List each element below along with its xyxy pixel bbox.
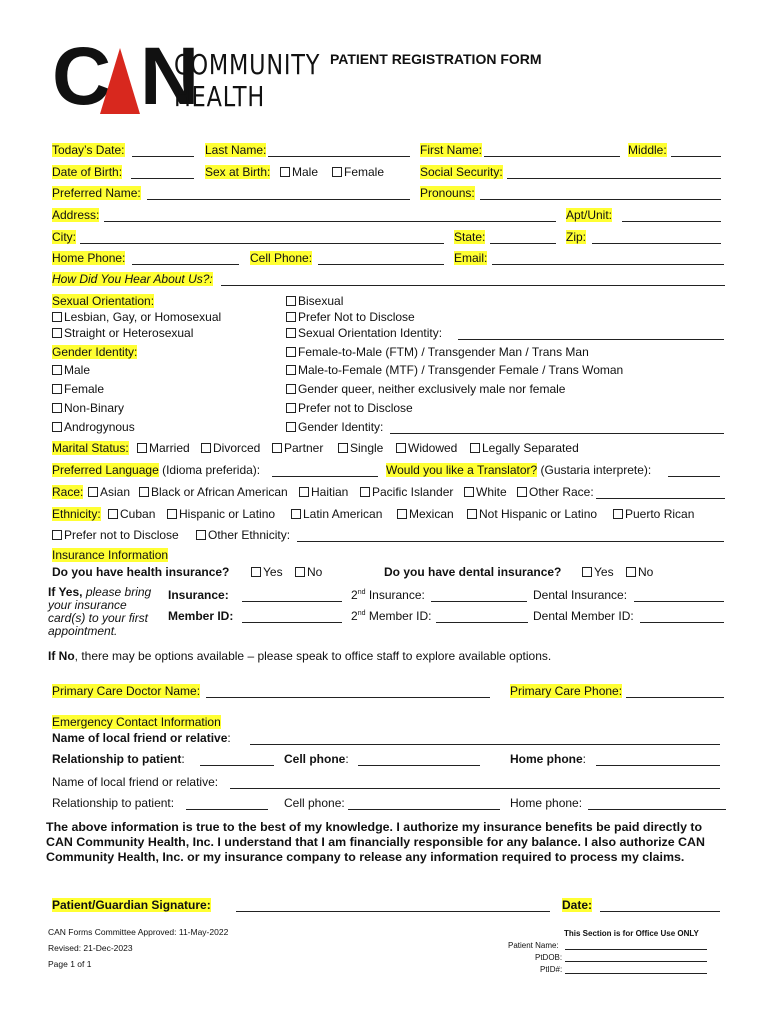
last-name-label: Last Name: xyxy=(205,143,267,157)
emergency-name1-field[interactable] xyxy=(250,744,720,745)
footer-approved: CAN Forms Committee Approved: 11-May-2022 xyxy=(48,927,229,937)
emergency-cell1-label: Cell phone: xyxy=(284,752,349,766)
option-label: Other Ethnicity: xyxy=(208,528,291,542)
emergency-name2-field[interactable] xyxy=(230,788,720,789)
city-label: City: xyxy=(52,230,76,244)
female-label: Female xyxy=(344,165,385,179)
ordinal-number: 2 xyxy=(351,609,358,623)
option-label: Prefer not to Disclose xyxy=(64,528,179,542)
emergency-rel1-field[interactable] xyxy=(200,765,274,766)
how-hear-label: How Did You Hear About Us?: xyxy=(52,272,213,286)
gender-male-checkbox[interactable] xyxy=(52,363,90,377)
dob-field[interactable] xyxy=(131,178,194,179)
ordinal-number: 2 xyxy=(351,588,358,602)
orientation-identity-checkbox[interactable] xyxy=(286,326,442,340)
gender-female-checkbox[interactable] xyxy=(52,382,104,396)
todays-date-field[interactable] xyxy=(132,156,194,157)
marital-widowed-checkbox[interactable] xyxy=(396,441,457,455)
option-label: Mexican xyxy=(409,507,454,521)
emergency-rel1-label: Relationship to patient: xyxy=(52,752,185,766)
orientation-lgh-checkbox[interactable] xyxy=(52,310,221,324)
gender-identity-field[interactable] xyxy=(390,433,724,434)
emergency-cell1-field[interactable] xyxy=(358,765,480,766)
middle-field[interactable] xyxy=(671,156,721,157)
option-label: Puerto Rican xyxy=(625,507,695,521)
option-label: Pacific Islander xyxy=(372,485,454,499)
language-label-text: Preferred Language xyxy=(52,463,159,477)
option-label: Legally Separated xyxy=(482,441,579,455)
health-insurance-question: Do you have health insurance? xyxy=(52,565,230,579)
logo-n: N xyxy=(140,31,200,122)
dob-label: Date of Birth: xyxy=(52,165,123,179)
emergency-name1-label: Name of local friend or relative: xyxy=(52,731,231,745)
sex-at-birth-label: Sex at Birth: xyxy=(205,165,271,179)
gender-prefer-not-checkbox[interactable] xyxy=(286,401,413,415)
home-phone-label: Home Phone: xyxy=(52,251,126,265)
pcp-name-field[interactable] xyxy=(206,697,490,698)
logo-health: HEALTH xyxy=(174,80,266,113)
ethnicity-other-field[interactable] xyxy=(297,541,724,542)
option-label: Gender Identity: xyxy=(298,420,384,434)
language-label-es: (Idioma preferida): xyxy=(162,463,261,477)
office-patient-name-field[interactable] xyxy=(565,949,707,950)
member-id-field[interactable] xyxy=(242,622,342,623)
pcp-phone-field[interactable] xyxy=(626,697,724,698)
option-label: Hispanic or Latino xyxy=(179,507,276,521)
todays-date-label: Today’s Date: xyxy=(52,143,125,157)
signature-field[interactable] xyxy=(236,911,550,912)
address-field[interactable] xyxy=(104,221,556,222)
gender-mtf-checkbox[interactable] xyxy=(286,363,623,377)
if-no-label: If No xyxy=(48,649,75,663)
translator-label-text: Would you like a Translator? xyxy=(386,463,538,477)
dental-insurance-field[interactable] xyxy=(634,601,724,602)
how-hear-field[interactable] xyxy=(221,285,725,286)
if-yes-label: If Yes, xyxy=(48,585,83,599)
apt-label: Apt/Unit: xyxy=(566,208,613,222)
footer-page: Page 1 of 1 xyxy=(48,959,92,969)
ethnicity-mexican-checkbox[interactable] xyxy=(397,507,454,521)
option-label: Sexual Orientation Identity: xyxy=(298,326,443,340)
dental-insurance-label: Dental Insurance: xyxy=(533,588,628,602)
last-name-field[interactable] xyxy=(268,156,410,157)
apt-field[interactable] xyxy=(622,221,721,222)
pcp-phone-label: Primary Care Phone: xyxy=(510,684,623,698)
race-asian-checkbox[interactable] xyxy=(88,485,130,499)
option-label: Male-to-Female (MTF) / Transgender Female / Trans Woman xyxy=(298,363,624,377)
emergency-home1-label: Home phone: xyxy=(510,752,587,766)
preferred-name-label: Preferred Name: xyxy=(52,186,141,200)
consent-statement: The above information is true to the best of my knowledge. I authorize my insurance benefits be paid directly to CAN Community Health, Inc. I understand that I am financially responsible for any balance. I also authorize CAN Community Health, Inc. or my insurance company to release any information required to process my claims. xyxy=(46,820,705,864)
second-insurance-text: Insurance: xyxy=(368,588,425,602)
translator-label-es: (Gustaria interprete): xyxy=(540,463,652,477)
ethnicity-not-hispanic-checkbox[interactable] xyxy=(467,507,597,521)
race-white-checkbox[interactable] xyxy=(464,485,507,499)
zip-field[interactable] xyxy=(592,243,721,244)
logo-community: COMMUNITY xyxy=(174,48,321,81)
emergency-home2-label: Home phone: xyxy=(510,796,583,810)
office-ptid-field[interactable] xyxy=(565,973,707,974)
dental-member-id-field[interactable] xyxy=(640,622,724,623)
insurance-label: Insurance: xyxy=(168,588,229,602)
emergency-rel2-field[interactable] xyxy=(186,809,268,810)
logo-c: C xyxy=(52,31,108,122)
option-label: Not Hispanic or Latino xyxy=(479,507,598,521)
office-ptdob-field[interactable] xyxy=(565,961,707,962)
race-other-checkbox[interactable] xyxy=(517,485,594,499)
ethnicity-prefer-not-checkbox[interactable] xyxy=(52,528,179,542)
emergency-home1-text: Home phone xyxy=(510,752,583,766)
language-label xyxy=(52,463,260,477)
option-label: White xyxy=(476,485,507,499)
option-label: Androgynous xyxy=(64,420,135,434)
logo-triangle-icon xyxy=(100,48,140,114)
gender-androgynous-checkbox[interactable] xyxy=(52,420,135,434)
ethnicity-other-checkbox[interactable] xyxy=(196,528,290,542)
race-black-checkbox[interactable] xyxy=(139,485,288,499)
option-label: Other Race: xyxy=(529,485,594,499)
orientation-bisexual-checkbox[interactable] xyxy=(286,294,343,308)
address-label: Address: xyxy=(52,208,100,222)
dental-yes-checkbox[interactable] xyxy=(582,565,614,579)
option-label: Widowed xyxy=(408,441,458,455)
race-haitian-checkbox[interactable] xyxy=(299,485,348,499)
emergency-home1-field[interactable] xyxy=(596,765,720,766)
ordinal-suffix: nd xyxy=(357,589,366,596)
if-no-text: , there may be options available – please speak to office staff to explore available options. xyxy=(74,649,552,663)
option-label: Bisexual xyxy=(298,294,344,308)
option-label: Prefer not to Disclose xyxy=(298,401,413,415)
zip-label: Zip: xyxy=(566,230,587,244)
option-label: Haitian xyxy=(311,485,349,499)
marital-single-checkbox[interactable] xyxy=(338,441,383,455)
orientation-straight-checkbox[interactable] xyxy=(52,326,193,340)
office-patient-name xyxy=(508,941,559,950)
signature-label: Patient/Guardian Signature: xyxy=(52,898,211,912)
pcp-name-label: Primary Care Doctor Name: xyxy=(52,684,201,698)
logo xyxy=(52,31,321,122)
cell-phone-field[interactable] xyxy=(318,264,444,265)
signature-date-field[interactable] xyxy=(600,911,720,912)
emergency-name2-label: Name of local friend or relative: xyxy=(52,775,219,789)
option-label: Prefer Not to Disclose xyxy=(298,310,415,324)
emergency-cell1-text: Cell phone xyxy=(284,752,346,766)
email-field[interactable] xyxy=(492,264,724,265)
option-label: No xyxy=(638,565,654,579)
race-pacific-checkbox[interactable] xyxy=(360,485,453,499)
office-use-title: This Section is for Office Use ONLY xyxy=(564,929,699,938)
health-no-checkbox[interactable] xyxy=(295,565,322,579)
emergency-rel2-label: Relationship to patient: xyxy=(52,796,175,810)
orientation-identity-field[interactable] xyxy=(458,339,724,340)
race-other-field[interactable] xyxy=(596,498,725,499)
marital-married-checkbox[interactable] xyxy=(137,441,190,455)
office-ptdob xyxy=(535,953,562,962)
home-phone-field[interactable] xyxy=(132,264,239,265)
race-label: Race: xyxy=(52,485,84,499)
gender-identity-checkbox[interactable] xyxy=(286,420,383,434)
option-label: Yes xyxy=(263,565,283,579)
option-label: No xyxy=(307,565,323,579)
male-checkbox[interactable] xyxy=(280,165,318,179)
second-member-id-field[interactable] xyxy=(436,622,528,623)
option-label: Non-Binary xyxy=(64,401,125,415)
insurance-field[interactable] xyxy=(242,601,342,602)
office-ptid xyxy=(540,965,562,974)
first-name-label: First Name: xyxy=(420,143,483,157)
second-insurance-field[interactable] xyxy=(431,601,527,602)
option-label: Divorced xyxy=(213,441,261,455)
female-checkbox[interactable] xyxy=(332,165,384,179)
first-name-field[interactable] xyxy=(484,156,620,157)
email-label: Email: xyxy=(454,251,488,265)
marital-label: Marital Status: xyxy=(52,441,129,455)
dental-member-id-label: Dental Member ID: xyxy=(533,609,634,623)
option-label: Partner xyxy=(284,441,324,455)
second-insurance-label xyxy=(351,588,425,602)
ethnicity-hispanic-checkbox[interactable] xyxy=(167,507,275,521)
option-label: Gender queer, neither exclusively male nor female xyxy=(298,382,566,396)
emergency-name1-text: Name of local friend or relative xyxy=(52,731,228,745)
option-label: Latin American xyxy=(303,507,383,521)
option-label: Married xyxy=(149,441,190,455)
health-yes-checkbox[interactable] xyxy=(251,565,283,579)
ordinal-suffix: nd xyxy=(357,610,366,617)
ethnicity-label: Ethnicity: xyxy=(52,507,101,521)
ssn-label: Social Security: xyxy=(420,165,503,179)
orientation-label: Sexual Orientation: xyxy=(52,294,155,308)
gender-label: Gender Identity: xyxy=(52,345,138,359)
gender-queer-checkbox[interactable] xyxy=(286,382,565,396)
city-field[interactable] xyxy=(80,243,444,244)
emergency-heading: Emergency Contact Information xyxy=(52,715,221,729)
signature-date-label: Date: xyxy=(562,898,593,912)
marital-divorced-checkbox[interactable] xyxy=(201,441,260,455)
language-field[interactable] xyxy=(272,476,378,477)
footer-revised: Revised: 21-Dec-2023 xyxy=(48,943,133,953)
male-label: Male xyxy=(292,165,319,179)
office-ptid-label: PtID#: xyxy=(540,965,563,974)
office-patient-name-label: Patient Name: xyxy=(508,941,559,950)
option-label: Lesbian, Gay, or Homosexual xyxy=(64,310,222,324)
option-label: Female-to-Male (FTM) / Transgender Man / Trans Man xyxy=(298,345,589,359)
emergency-cell2-label: Cell phone: xyxy=(284,796,345,810)
pronouns-field[interactable] xyxy=(480,199,721,200)
middle-label: Middle: xyxy=(628,143,667,157)
if-no-note xyxy=(48,649,551,663)
option-label: Female xyxy=(64,382,105,396)
translator-field[interactable] xyxy=(668,476,720,477)
office-ptdob-label: PtDOB: xyxy=(535,953,563,962)
marital-partner-checkbox[interactable] xyxy=(272,441,323,455)
ethnicity-latin-checkbox[interactable] xyxy=(291,507,382,521)
state-field[interactable] xyxy=(490,243,556,244)
ethnicity-puerto-rican-checkbox[interactable] xyxy=(613,507,694,521)
ssn-field[interactable] xyxy=(507,178,721,179)
preferred-name-field[interactable] xyxy=(147,199,410,200)
translator-label xyxy=(386,463,651,477)
pronouns-label: Pronouns: xyxy=(420,186,475,200)
option-label: Asian xyxy=(100,485,131,499)
form-title: PATIENT REGISTRATION FORM xyxy=(330,51,542,67)
if-yes-text: please bring your insurance card(s) to your first appointment. xyxy=(48,585,152,638)
ethnicity-cuban-checkbox[interactable] xyxy=(108,507,155,521)
option-label: Cuban xyxy=(120,507,156,521)
option-label: Straight or Heterosexual xyxy=(64,326,194,340)
emergency-home2-field[interactable] xyxy=(588,809,726,810)
orientation-prefer-not-checkbox[interactable] xyxy=(286,310,415,324)
state-label: State: xyxy=(454,230,486,244)
dental-no-checkbox[interactable] xyxy=(626,565,653,579)
option-label: Yes xyxy=(594,565,614,579)
gender-nonbinary-checkbox[interactable] xyxy=(52,401,124,415)
second-member-id-text: Member ID: xyxy=(368,609,432,623)
option-label: Male xyxy=(64,363,91,377)
dental-insurance-question: Do you have dental insurance? xyxy=(384,565,562,579)
option-label: Black or African American xyxy=(151,485,288,499)
marital-separated-checkbox[interactable] xyxy=(470,441,579,455)
cell-phone-label: Cell Phone: xyxy=(250,251,313,265)
insurance-heading: Insurance Information xyxy=(52,548,169,562)
member-id-label: Member ID: xyxy=(168,609,234,623)
emergency-rel1-text: Relationship to patient xyxy=(52,752,182,766)
second-member-id-label xyxy=(351,609,432,623)
if-yes-note xyxy=(48,586,160,638)
gender-ftm-checkbox[interactable] xyxy=(286,345,589,359)
emergency-cell2-field[interactable] xyxy=(348,809,500,810)
option-label: Single xyxy=(350,441,384,455)
